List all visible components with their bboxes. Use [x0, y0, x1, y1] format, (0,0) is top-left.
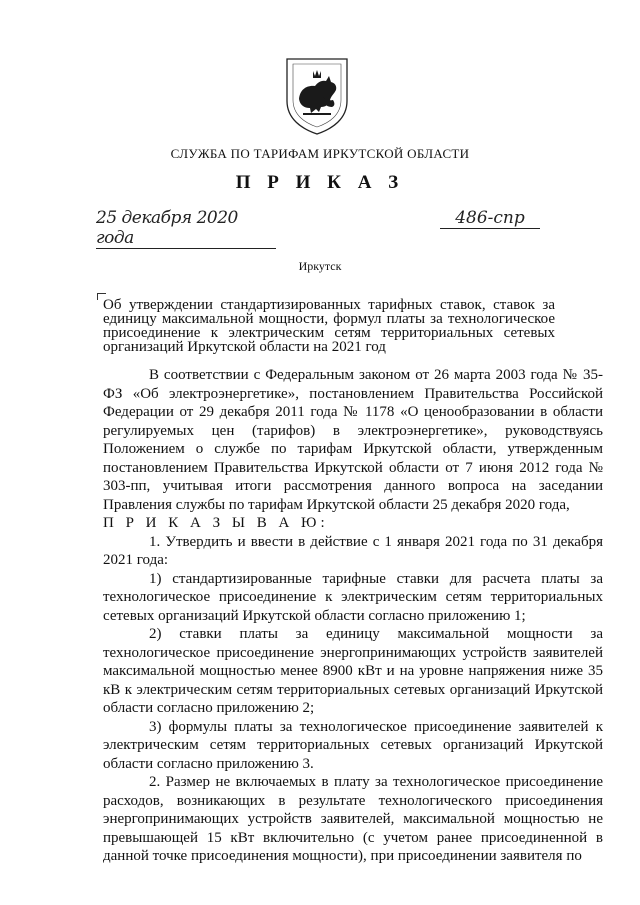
- item-2: 2. Размер не включаемых в плату за технологическое присоединение расходов, возникающих в результате технологического присоединения энергопринимающих устройств заявителей, максимальной мощностью не превышающей 15 кВт включительно (с учетом ранее присоединенной в данной точке присоединения мощности), при присоединении заявителя по: [103, 774, 603, 864]
- item-1-subitem-3: 3) формулы платы за технологическое присоединение заявителей к электрическим сетям территориальных сетевых организаций Иркутской области согласно приложению 3.: [103, 718, 603, 772]
- organization-name: СЛУЖБА ПО ТАРИФАМ ИРКУТСКОЙ ОБЛАСТИ: [170, 146, 470, 161]
- order-subject: Об утверждении стандартизированных тарифных ставок, ставок за единицу максимальной мощности, формул платы за технологическое присоединение к электрическим сетям территориальных сетевых организаций Иркутской области на 2021 год: [103, 297, 555, 355]
- command-word: П Р И К А З Ы В А Ю:: [103, 515, 329, 531]
- city-name: Иркутск: [298, 259, 342, 273]
- coat-of-arms-emblem: [282, 55, 352, 137]
- item-1-subitem-2: 2) ставки платы за единицу максимальной мощности за технологическое присоединение энергопринимающих устройств заявителей максимальной мощностью менее 8900 кВт и на уровне напряжения ниже 35 кВ к электрическим сетям территориальных сетевых организаций Иркутской области согласно приложению 2;: [103, 626, 603, 716]
- item-1: 1. Утвердить и ввести в действие с 1 января 2021 года по 31 декабря 2021 года:: [103, 533, 603, 568]
- order-number: 486-спр: [440, 208, 540, 229]
- document-type-title: П Р И К А З: [235, 172, 405, 193]
- preamble-paragraph: В соответствии с Федеральным законом от 26 марта 2003 года № 35-ФЗ «Об электроэнергетике», постановлением Правительства Российской Федерации от 29 декабря 2011 года № 1178 «О ценообразовании в области регулируемых цен (тарифов) в электроэнергетике», руководствуясь Положением о службе по тарифам Иркутской области, утвержденным постановлением Правительства Иркутской области от 7 июня 2012 года № 303-пп, учитывая итоги рассмотрения данного вопроса на заседании Правления службы по тарифам Иркутской области 25 декабря 2020 года,: [103, 367, 603, 513]
- order-body: [103, 366, 603, 866]
- order-date: 25 декабря 2020 года: [96, 208, 276, 249]
- item-1-subitem-1: 1) стандартизированные тарифные ставки для расчета платы за технологическое присоединение к электрическим сетям территориальных сетевых организаций Иркутской области согласно приложению 1;: [103, 570, 603, 624]
